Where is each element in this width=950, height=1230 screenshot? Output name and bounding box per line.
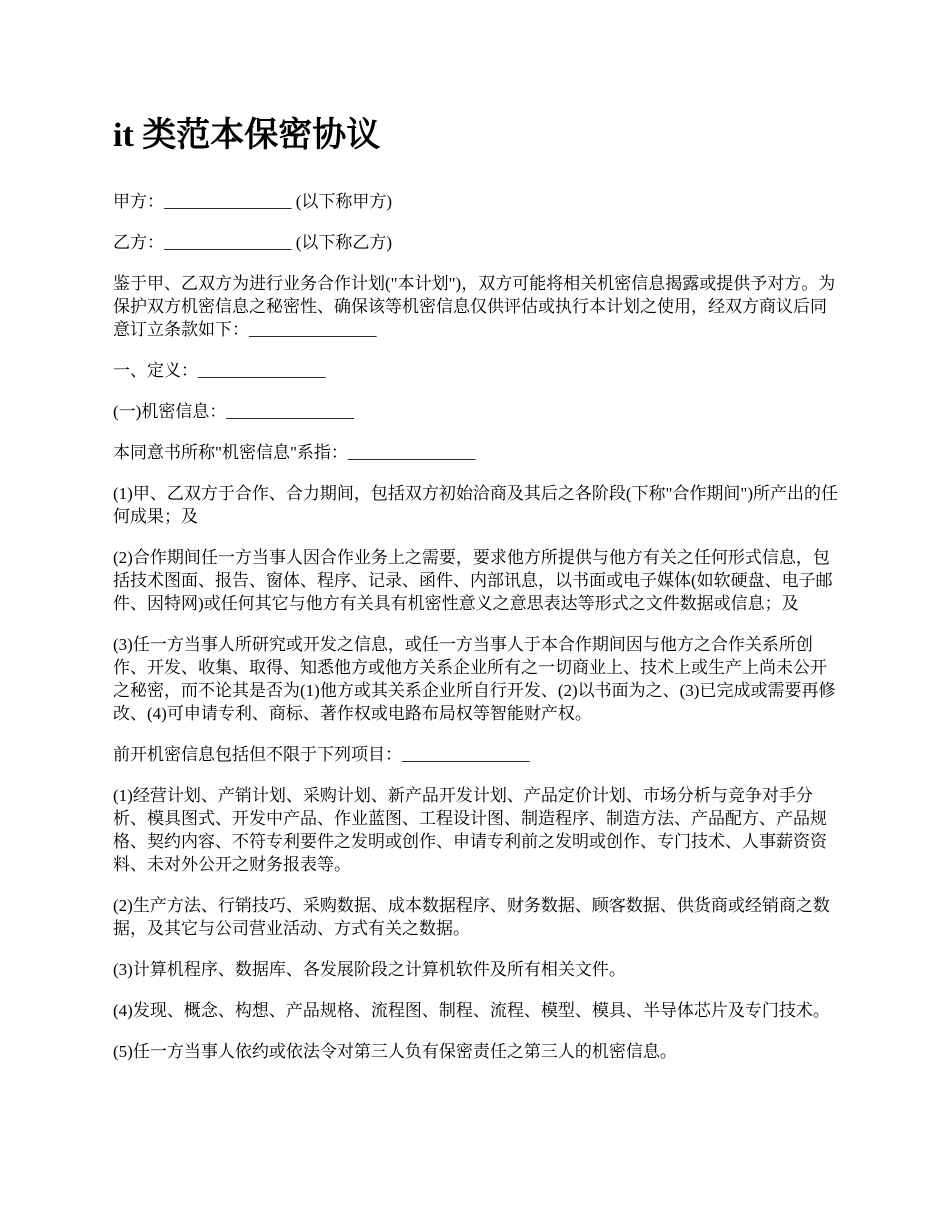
document-title: it 类范本保密协议	[113, 117, 381, 154]
included-item-5: (5)任一方当事人依约或依法令对第三人负有保密责任之第三人的机密信息。	[113, 1042, 677, 1061]
definition-intro: 本同意书所称"机密信息"系指：_______________	[113, 443, 476, 462]
definition-item-2: (2)合作期间任一方当事人因合作业务上之需要，要求他方所提供与他方有关之任何形式信息，包括技术图面、报告、窗体、程序、记录、函件、内部讯息，以书面或电子媒体(如软硬盘、电子邮件、因特网)或任何其它与他方有关具有机密性意义之意思表达等形式之文件数据或信息；及	[113, 548, 833, 613]
section-heading-definitions: 一、定义：_______________	[113, 361, 326, 380]
party-b-line: 乙方：_______________ (以下称乙方)	[113, 233, 393, 252]
subsection-heading-confidential-info: (一)机密信息：_______________	[113, 402, 354, 421]
included-item-3: (3)计算机程序、数据库、各发展阶段之计算机软件及所有相关文件。	[113, 960, 626, 979]
definition-item-3: (3)任一方当事人所研究或开发之信息，或任一方当事人于本合作期间因与他方之合作关系所创作、开发、收集、取得、知悉他方或他方关系企业所有之一切商业上、技术上或生产上尚未公开之秘密，而不论其是否为(1)他方或其关系企业所自行开发、(2)以书面为之、(3)已完成或需要再修改、(4)可申请专利、商标、著作权或电路布局权等智能财产权。	[113, 635, 836, 723]
included-item-2: (2)生产方法、行销技巧、采购数据、成本数据程序、财务数据、顾客数据、供货商或经销商之数据，及其它与公司营业活动、方式有关之数据。	[113, 896, 830, 938]
included-item-1: (1)经营计划、产销计划、采购计划、新产品开发计划、产品定价计划、市场分析与竞争对手分析、模具图式、开发中产品、作业蓝图、工程设计图、制造程序、制造方法、产品配方、产品规格、契约内容、不符专利要件之发明或创作、申请专利前之发明或创作、专门技术、人事薪资资料、未对外公开之财务报表等。	[113, 786, 827, 874]
definition-item-1: (1)甲、乙双方于合作、合力期间，包括双方初始洽商及其后之各阶段(下称"合作期间")所产出的任何成果；及	[113, 484, 839, 526]
preamble-paragraph: 鉴于甲、乙双方为进行业务合作计划("本计划")，双方可能将相关机密信息揭露或提供予对方。为保护双方机密信息之秘密性、确保该等机密信息仅供评估或执行本计划之使用，经双方商议后同意订立条款如下：_______________	[113, 274, 836, 339]
included-item-4: (4)发现、概念、构想、产品规格、流程图、制程、流程、模型、模具、半导体芯片及专门技术。	[113, 1001, 830, 1020]
party-a-line: 甲方：_______________ (以下称甲方)	[113, 192, 393, 211]
included-items-intro: 前开机密信息包括但不限于下列项目：_______________	[113, 745, 530, 764]
document-page	[113, 108, 843, 1081]
